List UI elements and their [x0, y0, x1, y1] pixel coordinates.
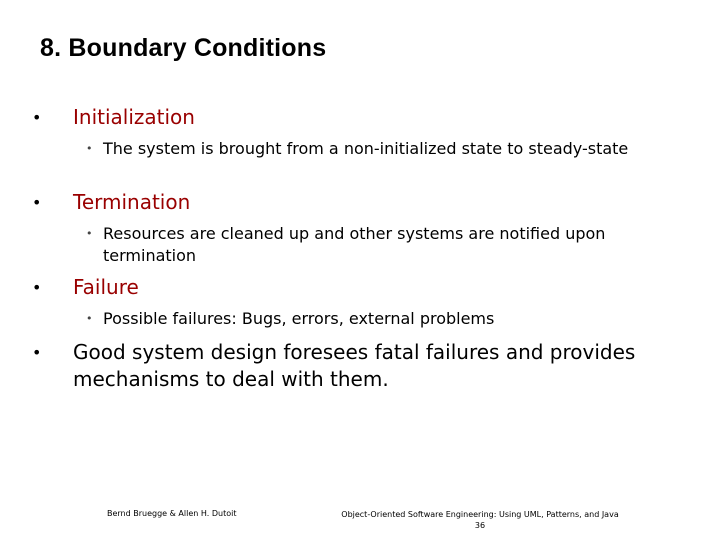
sub-bullet-text: Possible failures: Bugs, errors, external problems	[103, 309, 495, 328]
bullet-dot: •	[32, 193, 42, 212]
page-number: 36	[474, 521, 486, 530]
bullet-dot: •	[32, 278, 42, 297]
bullet-label: Termination	[73, 190, 191, 214]
sub-bullet-dot: •	[86, 227, 93, 240]
bullet-label: Initialization	[73, 105, 195, 129]
sub-bullet-text: Resources are cleaned up and other systems are notified upon termination	[103, 224, 606, 265]
footer-book-title: Object-Oriented Software Engineering: Using UML, Patterns, and Java	[341, 510, 619, 519]
bullet-label: Failure	[73, 275, 139, 299]
bullet-dot: •	[32, 343, 42, 362]
sub-bullet-dot: •	[86, 312, 93, 325]
sub-bullet-dot: •	[86, 142, 93, 155]
footer-book-info	[300, 509, 660, 531]
slide-title: 8. Boundary Conditions	[40, 34, 327, 62]
bullet-dot: •	[32, 108, 42, 127]
footer-authors: Bernd Bruegge & Allen H. Dutoit	[107, 509, 237, 518]
closing-statement: Good system design foresees fatal failures and provides mechanisms to deal with them.	[73, 340, 636, 391]
sub-bullet-text: The system is brought from a non-initialized state to steady-state	[103, 139, 629, 158]
